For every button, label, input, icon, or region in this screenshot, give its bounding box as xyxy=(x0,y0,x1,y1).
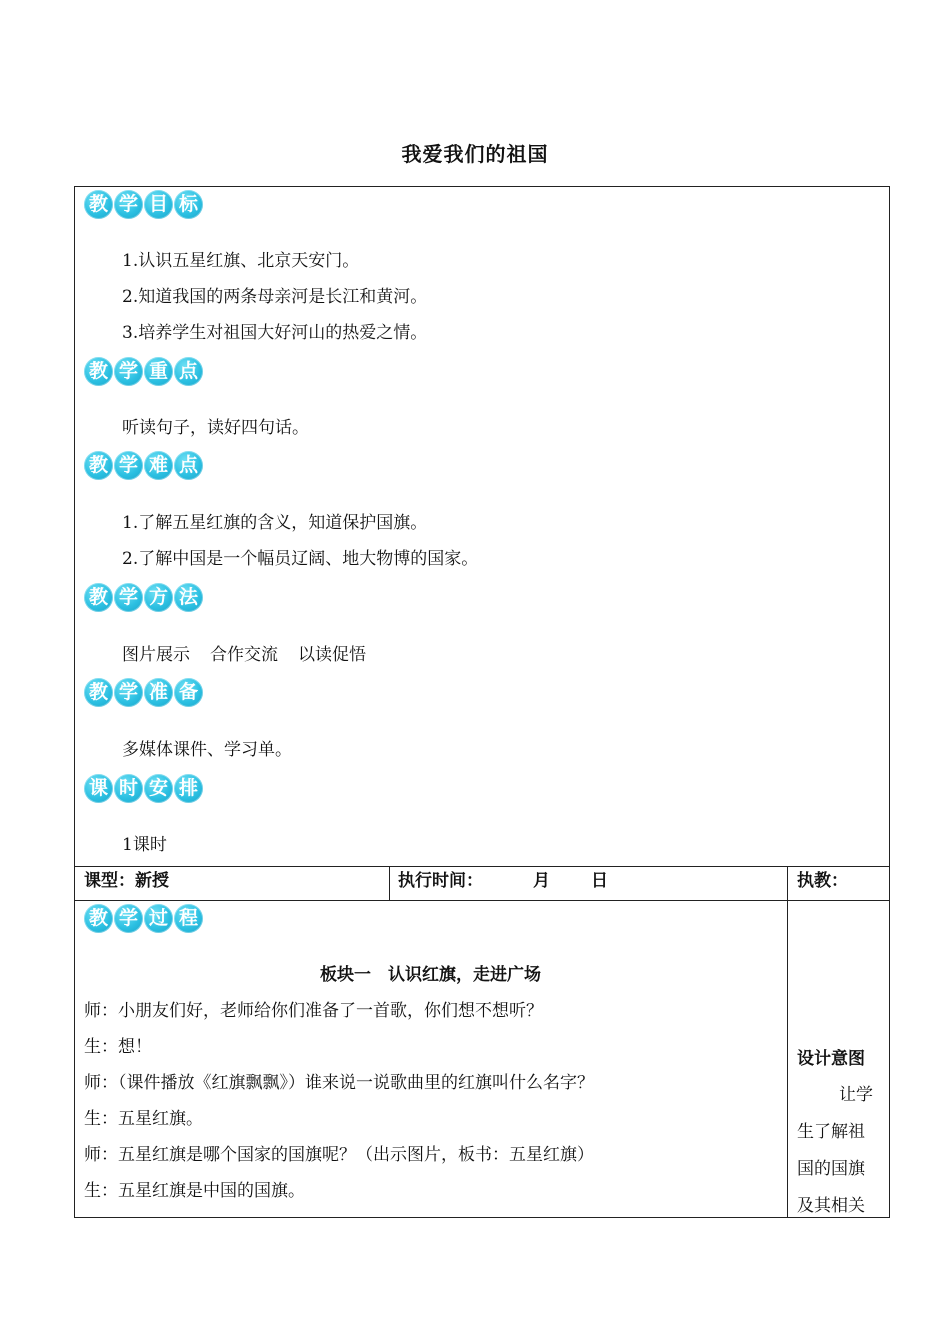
badge-char: 学 xyxy=(114,190,143,219)
exec-day: 日 xyxy=(591,871,608,891)
teaching-process-badge xyxy=(84,904,203,933)
exec-time-label: 执行时间： xyxy=(398,871,483,891)
design-intent-divider xyxy=(787,900,788,1218)
badge-char: 目 xyxy=(144,190,173,219)
teacher-label: 执教： xyxy=(797,871,848,891)
exec-month: 月 xyxy=(533,871,550,891)
info-divider-2 xyxy=(787,866,788,901)
badge-char: 难 xyxy=(144,451,173,480)
lesson-type: 课型：新授 xyxy=(84,871,169,891)
badge-char: 过 xyxy=(144,904,173,933)
process-cell xyxy=(74,900,890,1218)
design-intent-line: 让学 xyxy=(839,1085,873,1105)
dialogue-line: 生：想！ xyxy=(84,1037,152,1057)
badge-char: 排 xyxy=(174,774,203,803)
schedule-badge xyxy=(84,774,203,803)
badge-char: 时 xyxy=(114,774,143,803)
badge-char: 教 xyxy=(84,190,113,219)
badge-char: 教 xyxy=(84,451,113,480)
dialogue-line: 师：（课件播放《红旗飘飘》）谁来说一说歌曲里的红旗叫什么名字？ xyxy=(84,1073,594,1093)
design-intent-line: 及其相关 xyxy=(797,1196,865,1216)
badge-char: 标 xyxy=(174,190,203,219)
difficulty-item: 2.了解中国是一个幅员辽阔、地大物博的国家。 xyxy=(122,549,479,569)
goal-item: 3.培养学生对祖国大好河山的热爱之情。 xyxy=(122,323,428,343)
badge-char: 方 xyxy=(144,583,173,612)
key-point-item: 听读句子，读好四句话。 xyxy=(122,418,309,438)
preparation-item: 多媒体课件、学习单。 xyxy=(122,740,292,760)
badge-char: 学 xyxy=(114,357,143,386)
design-intent-line: 生了解祖 xyxy=(797,1122,865,1142)
teaching-goals-badge xyxy=(84,190,203,219)
info-divider-1 xyxy=(389,866,390,901)
dialogue-line: 生：五星红旗是中国的国旗。 xyxy=(84,1181,305,1201)
dialogue-line: 师：小朋友们好，老师给你们准备了一首歌，你们想不想听？ xyxy=(84,1001,543,1021)
goal-item: 2.知道我国的两条母亲河是长江和黄河。 xyxy=(122,287,428,307)
badge-char: 程 xyxy=(174,904,203,933)
dialogue-line: 师：五星红旗是哪个国家的国旗呢？（出示图片，板书：五星红旗） xyxy=(84,1145,594,1165)
dialogue-line: 生：五星红旗。 xyxy=(84,1109,203,1129)
badge-char: 法 xyxy=(174,583,203,612)
methods-badge xyxy=(84,583,203,612)
methods-line xyxy=(122,644,366,666)
design-intent-heading: 设计意图 xyxy=(797,1049,865,1069)
badge-char: 重 xyxy=(144,357,173,386)
badge-char: 教 xyxy=(84,583,113,612)
page-title: 我爱我们的祖国 xyxy=(401,142,549,166)
badge-char: 学 xyxy=(114,451,143,480)
difficulties-badge xyxy=(84,451,203,480)
schedule-item: 1课时 xyxy=(122,835,167,855)
badge-char: 准 xyxy=(144,678,173,707)
badge-char: 学 xyxy=(114,904,143,933)
badge-char: 点 xyxy=(174,357,203,386)
badge-char: 点 xyxy=(174,451,203,480)
badge-char: 教 xyxy=(84,678,113,707)
design-intent-line: 国的国旗 xyxy=(797,1159,865,1179)
badge-char: 学 xyxy=(114,583,143,612)
difficulty-item: 1.了解五星红旗的含义，知道保护国旗。 xyxy=(122,513,428,533)
badge-char: 安 xyxy=(144,774,173,803)
badge-char: 课 xyxy=(84,774,113,803)
block-title: 板块一 认识红旗，走进广场 xyxy=(320,965,541,985)
badge-char: 备 xyxy=(174,678,203,707)
preparation-badge xyxy=(84,678,203,707)
method-item: 以读促悟 xyxy=(298,645,366,665)
method-item: 合作交流 xyxy=(210,645,278,665)
method-item: 图片展示 xyxy=(122,645,190,665)
badge-char: 教 xyxy=(84,357,113,386)
badge-char: 学 xyxy=(114,678,143,707)
goal-item: 1.认识五星红旗、北京天安门。 xyxy=(122,251,360,271)
key-points-badge xyxy=(84,357,203,386)
badge-char: 教 xyxy=(84,904,113,933)
